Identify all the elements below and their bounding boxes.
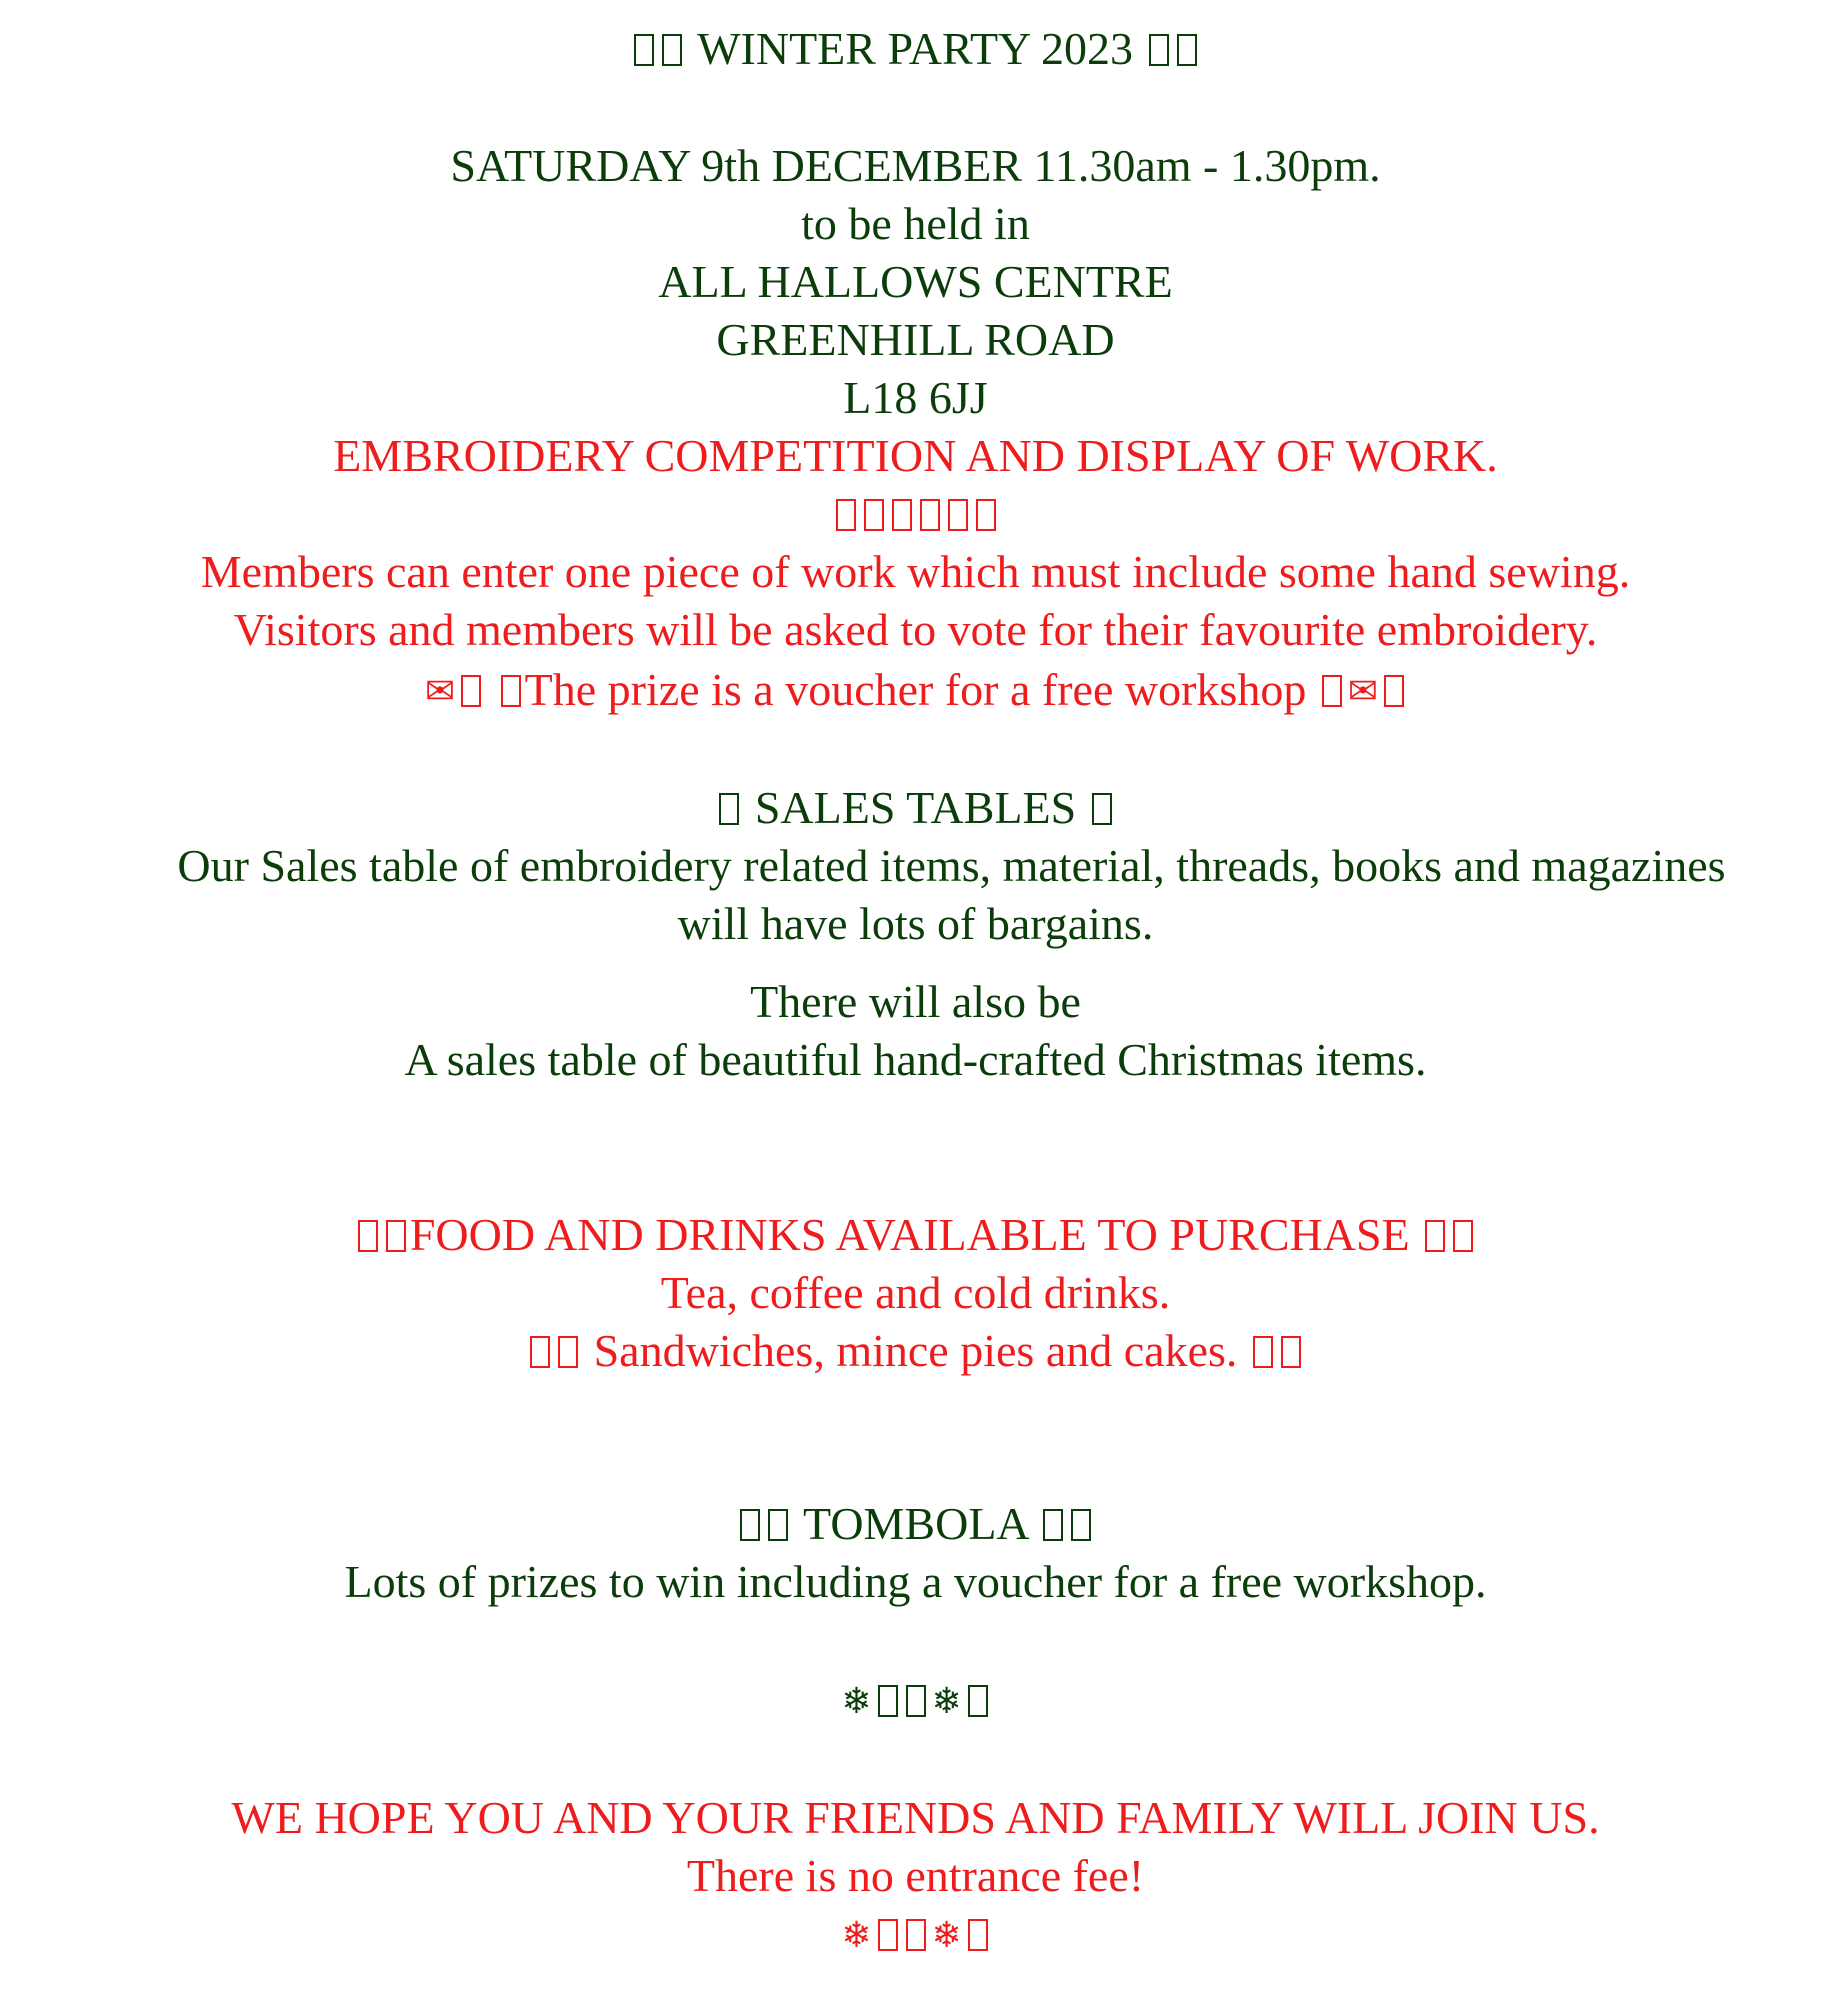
missing-glyph-icon [878, 1919, 898, 1951]
event-date-time: SATURDAY 9th DECEMBER 11.30am - 1.30pm. [450, 140, 1381, 191]
envelope-icon: ✉ [424, 671, 456, 712]
food-line-2: Sandwiches, mince pies and cakes. [593, 1325, 1238, 1376]
snowflake-icon: ❄ [841, 1681, 872, 1722]
missing-glyph-icon [530, 1336, 550, 1368]
missing-glyph-icon [892, 499, 912, 531]
missing-glyph-icon [1177, 34, 1197, 66]
sales-line-3: There will also be [750, 976, 1081, 1027]
missing-glyph-icon [1281, 1336, 1301, 1368]
missing-glyph-icon [948, 499, 968, 531]
tombola-line-1: Lots of prizes to win including a voucher for a free workshop. [344, 1556, 1487, 1607]
food-heading: FOOD AND DRINKS AVAILABLE TO PURCHASE [409, 1209, 1410, 1260]
missing-glyph-icon [836, 499, 856, 531]
event-street: GREENHILL ROAD [716, 314, 1115, 365]
missing-glyph-icon [920, 499, 940, 531]
page-title: WINTER PARTY 2023 [697, 23, 1134, 74]
missing-glyph-icon [968, 1919, 988, 1951]
envelope-icon: ✉ [1347, 671, 1378, 712]
sales-line-4: A sales table of beautiful hand-crafted Christmas items. [404, 1034, 1427, 1085]
title-line [0, 20, 1831, 78]
missing-glyph-icon [1425, 1220, 1445, 1252]
missing-glyph-icon [558, 1336, 578, 1368]
snowflake-divider [0, 1671, 1831, 1731]
competition-line-1: Members can enter one piece of work which must include some hand sewing. [200, 546, 1631, 597]
missing-glyph-icon [1384, 675, 1404, 707]
missing-glyph-icon [501, 675, 521, 707]
snowflake-divider-bottom [0, 1905, 1831, 1965]
missing-glyph-icon [719, 793, 739, 825]
missing-glyph-icon [864, 499, 884, 531]
event-postcode: L18 6JJ [843, 372, 988, 423]
missing-glyph-icon [906, 1685, 926, 1717]
food-line-1: Tea, coffee and cold drinks. [660, 1267, 1171, 1318]
snowflake-icon: ❄ [931, 1915, 962, 1956]
food-line-2-row [0, 1322, 1831, 1380]
missing-glyph-icon [740, 1509, 760, 1541]
missing-glyph-icon [1322, 675, 1342, 707]
missing-glyph-icon [1092, 793, 1112, 825]
sales-line-2: will have lots of bargains. [677, 898, 1154, 949]
missing-glyph-icon [878, 1685, 898, 1717]
closing-line-2: There is no entrance fee! [686, 1850, 1145, 1901]
missing-glyph-icon [1149, 34, 1169, 66]
missing-glyph-icon [1253, 1336, 1273, 1368]
tombola-heading: TOMBOLA [803, 1498, 1028, 1549]
missing-glyph-icon [358, 1220, 378, 1252]
event-venue: ALL HALLOWS CENTRE [658, 256, 1173, 307]
competition-icon-row [0, 485, 1831, 543]
sales-line-1: Our Sales table of embroidery related items, material, threads, books and magazines [177, 840, 1726, 891]
missing-glyph-icon [1453, 1220, 1473, 1252]
event-held-in: to be held in [801, 198, 1030, 249]
missing-glyph-icon [906, 1919, 926, 1951]
closing-line-1: WE HOPE YOU AND YOUR FRIENDS AND FAMILY WILL JOIN US. [231, 1792, 1600, 1843]
missing-glyph-icon [461, 675, 481, 707]
missing-glyph-icon [1071, 1509, 1091, 1541]
tombola-heading-line [0, 1495, 1831, 1553]
missing-glyph-icon [386, 1220, 406, 1252]
snowflake-icon: ❄ [931, 1681, 962, 1722]
sales-heading: SALES TABLES [754, 782, 1077, 833]
missing-glyph-icon [968, 1685, 988, 1717]
missing-glyph-icon [976, 499, 996, 531]
competition-line-2: Visitors and members will be asked to vote for their favourite embroidery. [233, 604, 1598, 655]
missing-glyph-icon [768, 1509, 788, 1541]
snowflake-icon: ❄ [841, 1915, 872, 1956]
food-heading-line [0, 1206, 1831, 1264]
missing-glyph-icon [1043, 1509, 1063, 1541]
missing-glyph-icon [634, 34, 654, 66]
competition-prize: The prize is a voucher for a free workshop [524, 664, 1307, 715]
competition-heading: EMBROIDERY COMPETITION AND DISPLAY OF WORK. [333, 430, 1498, 481]
sales-heading-line [0, 779, 1831, 837]
competition-prize-line [0, 661, 1831, 721]
missing-glyph-icon [662, 34, 682, 66]
